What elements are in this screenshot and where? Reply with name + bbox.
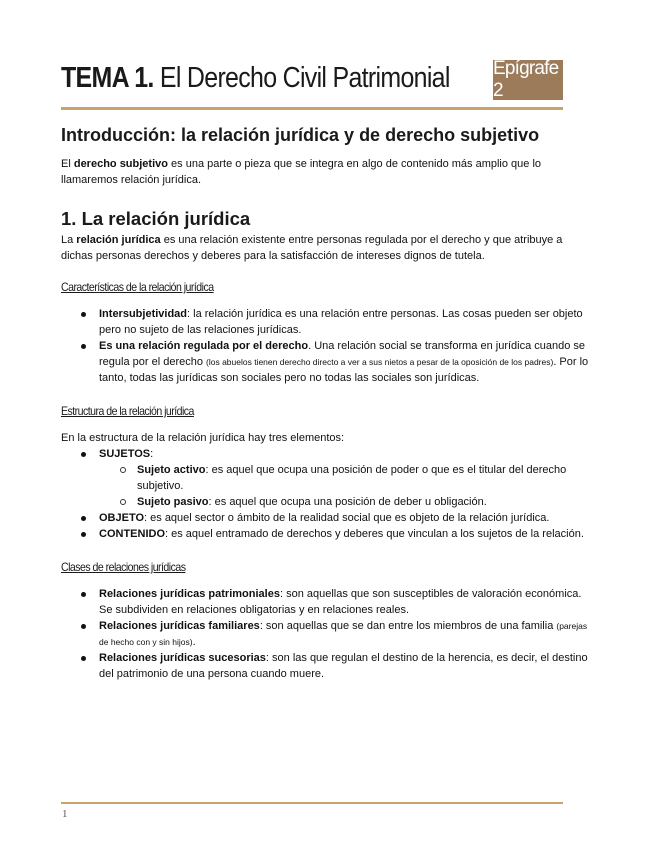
section1-text-post: es una relación existente entre personas regulada por el derecho y que atribuye a dichas personas derechos y deberes para la satisfacción de intereses dignos de tutela. xyxy=(61,234,563,262)
item-bold: Intersubjetividad xyxy=(99,308,188,320)
caracteristicas-list xyxy=(61,306,591,386)
item-bold: Relaciones jurídicas sucesorias xyxy=(99,652,266,664)
header-divider xyxy=(61,107,563,110)
item-text-tail: . Por lo tanto, todas las jurídicas son sociales pero no todas las sociales son jurídicas. xyxy=(99,356,589,384)
sublist-item xyxy=(99,462,591,494)
list-item xyxy=(61,338,591,386)
item-text: . Una relación social se transforma en jurídica cuando se regula por el derecho xyxy=(99,340,586,368)
item-text: : son las que regulan el destino de la herencia, es decir, el destino del patrimonio de una persona cuando muere. xyxy=(99,652,588,680)
section1-paragraph xyxy=(61,232,591,264)
item-text: : es aquel que ocupa una posición de deber u obligación. xyxy=(208,496,487,508)
intro-paragraph xyxy=(61,156,591,188)
intro-text-bold: derecho subjetivo xyxy=(73,158,168,170)
title-text: El Derecho Civil Patrimonial xyxy=(153,62,450,94)
list-item xyxy=(61,618,591,650)
item-text-tail: . xyxy=(192,636,196,648)
item-text: : es aquel sector o ámbito de la realidad social que es objeto de la relación jurídica. xyxy=(144,512,550,524)
document-title xyxy=(61,62,450,95)
document-body xyxy=(61,125,591,682)
sublist-item xyxy=(99,494,591,510)
estructura-heading: Estructura de la relación jurídica xyxy=(61,404,194,418)
item-text: : la relación jurídica es una relación entre personas. Las cosas pueden ser objeto pero no sujeto de las relaciones jurídicas. xyxy=(99,308,583,336)
page-header xyxy=(61,60,563,100)
item-small-note: (parejas de hecho con y sin hijos) xyxy=(99,621,588,647)
clases-heading: Clases de relaciones jurídicas xyxy=(61,560,186,574)
title-number: TEMA 1. xyxy=(61,62,154,94)
item-bold: OBJETO xyxy=(99,512,145,524)
item-bold: Sujeto pasivo xyxy=(137,496,209,508)
item-small-note: (los abuelos tienen derecho directo a ver a sus nietos a pesar de la oposición de los padres) xyxy=(206,357,554,367)
item-bold: CONTENIDO xyxy=(99,528,165,540)
section1-text-pre: La xyxy=(61,234,77,246)
item-text: : son aquellas que son susceptibles de valoración económica. Se subdividen en relaciones obligatorias y en relaciones reales. xyxy=(99,588,582,616)
list-item xyxy=(61,306,591,338)
section1-heading: 1. La relación jurídica xyxy=(61,208,251,229)
item-text: : xyxy=(150,448,154,460)
list-item xyxy=(61,586,591,618)
intro-text-pre: El xyxy=(61,158,74,170)
estructura-list xyxy=(61,446,591,542)
list-item xyxy=(61,446,591,510)
list-item xyxy=(61,526,591,542)
estructura-intro: En la estructura de la relación jurídica hay tres elementos: xyxy=(61,432,345,444)
item-bold: SUJETOS xyxy=(99,448,151,460)
list-item xyxy=(61,650,591,682)
clases-list xyxy=(61,586,591,682)
item-bold: Relaciones jurídicas familiares xyxy=(99,620,260,632)
footer-divider xyxy=(61,802,563,804)
sujetos-sublist xyxy=(99,462,591,510)
item-bold: Es una relación regulada por el derecho xyxy=(99,340,309,352)
item-bold: Relaciones jurídicas patrimoniales xyxy=(99,588,280,600)
item-bold: Sujeto activo xyxy=(137,464,206,476)
section1-text-bold: relación jurídica xyxy=(76,234,161,246)
item-text: : es aquel entramado de derechos y deberes que vinculan a los sujetos de la relación. xyxy=(165,528,584,540)
list-item xyxy=(61,510,591,526)
item-text: : es aquel que ocupa una posición de poder o que es el titular del derecho subjetivo. xyxy=(137,464,567,492)
intro-text-post: es una parte o pieza que se integra en algo de contenido más amplio que lo llamaremos relación jurídica. xyxy=(61,158,542,186)
caracteristicas-heading: Características de la relación jurídica xyxy=(61,280,214,294)
page-number: 1 xyxy=(62,808,68,820)
item-text: : son aquellas que se dan entre los miembros de una familia xyxy=(259,620,557,632)
epigrafe-badge: Epígrafe 2 xyxy=(493,60,563,100)
intro-heading: Introducción: la relación jurídica y de derecho subjetivo xyxy=(61,125,540,145)
